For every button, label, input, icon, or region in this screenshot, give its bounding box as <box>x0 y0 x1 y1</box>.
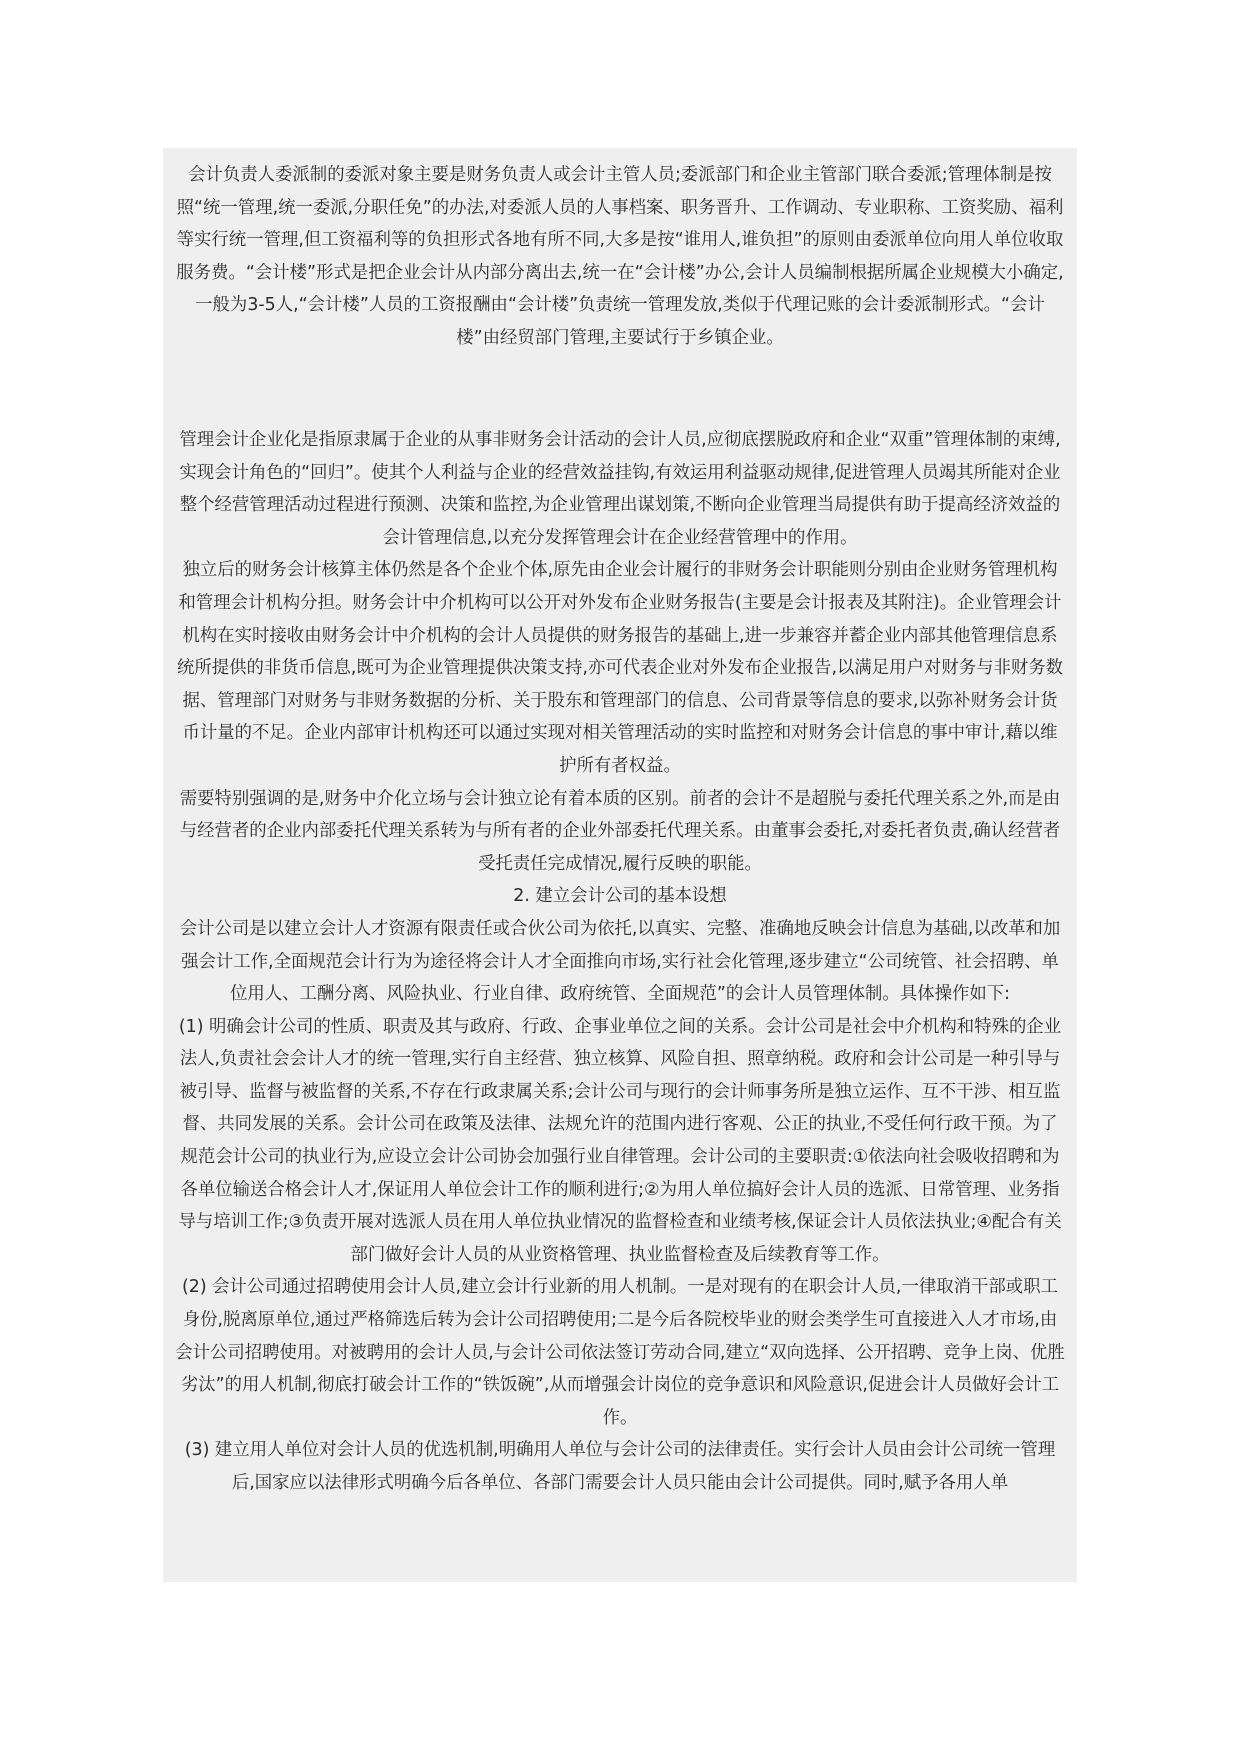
text-block-top <box>163 148 1077 358</box>
section-heading: 2. 建立会计公司的基本设想 <box>513 886 727 907</box>
paragraph: 会计公司是以建立会计人才资源有限责任或合伙公司为依托,以真实、完整、准确地反映会计信息为基础,以改革和加强会计工作,全面规范会计行为为途径将会计人才全面推向市场,实行社会化管理,逐步建立“公司统管、社会招聘、单位用人、工酬分离、风险执业、行业自律、政府统管、全面规范”的会计人员管理体制。具体操作如下: <box>179 918 1061 1005</box>
paragraph: 会计负责人委派制的委派对象主要是财务负责人或会计主管人员;委派部门和企业主管部门联合委派;管理体制是按照“统一管理,统一委派,分职任免”的办法,对委派人员的人事档案、职务晋升、工作调动、专业职称、工资奖励、福利等实行统一管理,但工资福利等的负担形式各地有所不同,大多是按“谁用人,谁负担”的原则由委派单位向用人单位收取服务费。“会计楼”形式是把企业会计从内部分离出去,统一在“会计楼”办公,会计人员编制根据所属企业规模大小确定,一般为3-5人,“会计楼”人员的工资报酬由“会计楼”负责统一管理发放,类似于代理记账的会计委派制形式。“会计楼”由经贸部门管理,主要试行于乡镇企业。 <box>176 165 1064 348</box>
paragraph: (1) 明确会计公司的性质、职责及其与政府、行政、企事业单位之间的关系。会计公司是社会中介机构和特殊的企业法人,负责社会会计人才的统一管理,实行自主经营、独立核算、风险自担、照章纳税。政府和会计公司是一种引导与被引导、监督与被监督的关系,不存在行政隶属关系;会计公司与现行的会计师事务所是独立运作、互不干涉、相互监督、共同发展的关系。会计公司在政策及法律、法规允许的范围内进行客观、公正的执业,不受任何行政干预。为了规范会计公司的执业行为,应设立会计公司协会加强行业自律管理。会计公司的主要职责:①依法向社会吸收招聘和为各单位输送合格会计人才,保证用人单位会计工作的顺利进行;②为用人单位搞好会计人员的选派、日常管理、业务指导与培训工作;③负责开展对选派人员在用人单位执业情况的监督检查和业绩考核,保证会计人员依法执业;④配合有关部门做好会计人员的从业资格管理、执业监督检查及后续教育等工作。 <box>178 1016 1062 1265</box>
text-block-main <box>163 358 1077 1582</box>
paragraph: (2) 会计公司通过招聘使用会计人员,建立会计行业新的用人机制。一是对现有的在职会计人员,一律取消干部或职工身份,脱离原单位,通过严格筛选后转为会计公司招聘使用;二是今后各院校毕业的财会类学生可直接进入人才市场,由会计公司招聘使用。对被聘用的会计人员,与会计公司依法签订劳动合同,建立“双向选择、公开招聘、竞争上岗、优胜劣汰”的用人机制,彻底打破会计工作的“铁饭碗”,从而增强会计岗位的竞争意识和风险意识,促进会计人员做好会计工作。 <box>175 1277 1065 1428</box>
paragraph: (3) 建立用人单位对会计人员的优选机制,明确用人单位与会计公司的法律责任。实行会计人员由会计公司统一管理后,国家应以法律形式明确今后各单位、各部门需要会计人员只能由会计公司提供。同时,赋予各用人单 <box>184 1440 1056 1493</box>
paragraph: 需要特别强调的是,财务中介化立场与会计独立论有着本质的区别。前者的会计不是超脱与委托代理关系之外,而是由与经营者的企业内部委托代理关系转为与所有者的企业外部委托代理关系。由董事会委托,对委托者负责,确认经营者受托责任完成情况,履行反映的职能。 <box>179 788 1061 874</box>
paragraph: 独立后的财务会计核算主体仍然是各个企业个体,原先由企业会计履行的非财务会计职能则分别由企业财务管理机构和管理会计机构分担。财务会计中介机构可以公开对外发布企业财务报告(主要是会计报表及其附注)。企业管理会计机构在实时接收由财务会计中介机构的会计人员提供的财务报告的基础上,进一步兼容并蓄企业内部其他管理信息系统所提供的非货币信息,既可为企业管理提供决策支持,亦可代表企业对外发布企业报告,以满足用户对财务与非财务数据、管理部门对财务与非财务数据的分析、关于股东和管理部门的信息、公司背景等信息的要求,以弥补财务会计货币计量的不足。企业内部审计机构还可以通过实现对相关管理活动的实时监控和对财务会计信息的事中审计,藉以维护所有者权益。 <box>176 560 1064 776</box>
paragraph: 管理会计企业化是指原隶属于企业的从事非财务会计活动的会计人员,应彻底摆脱政府和企业“双重”管理体制的束缚,实现会计角色的“回归”。使其个人利益与企业的经营效益挂钩,有效运用利益驱动规律,促进管理人员竭其所能对企业整个经营管理活动过程进行预测、决策和监控,为企业管理出谋划策,不断向企业管理当局提供有助于提高经济效益的会计管理信息,以充分发挥管理会计在企业经营管理中的作用。 <box>179 430 1061 548</box>
